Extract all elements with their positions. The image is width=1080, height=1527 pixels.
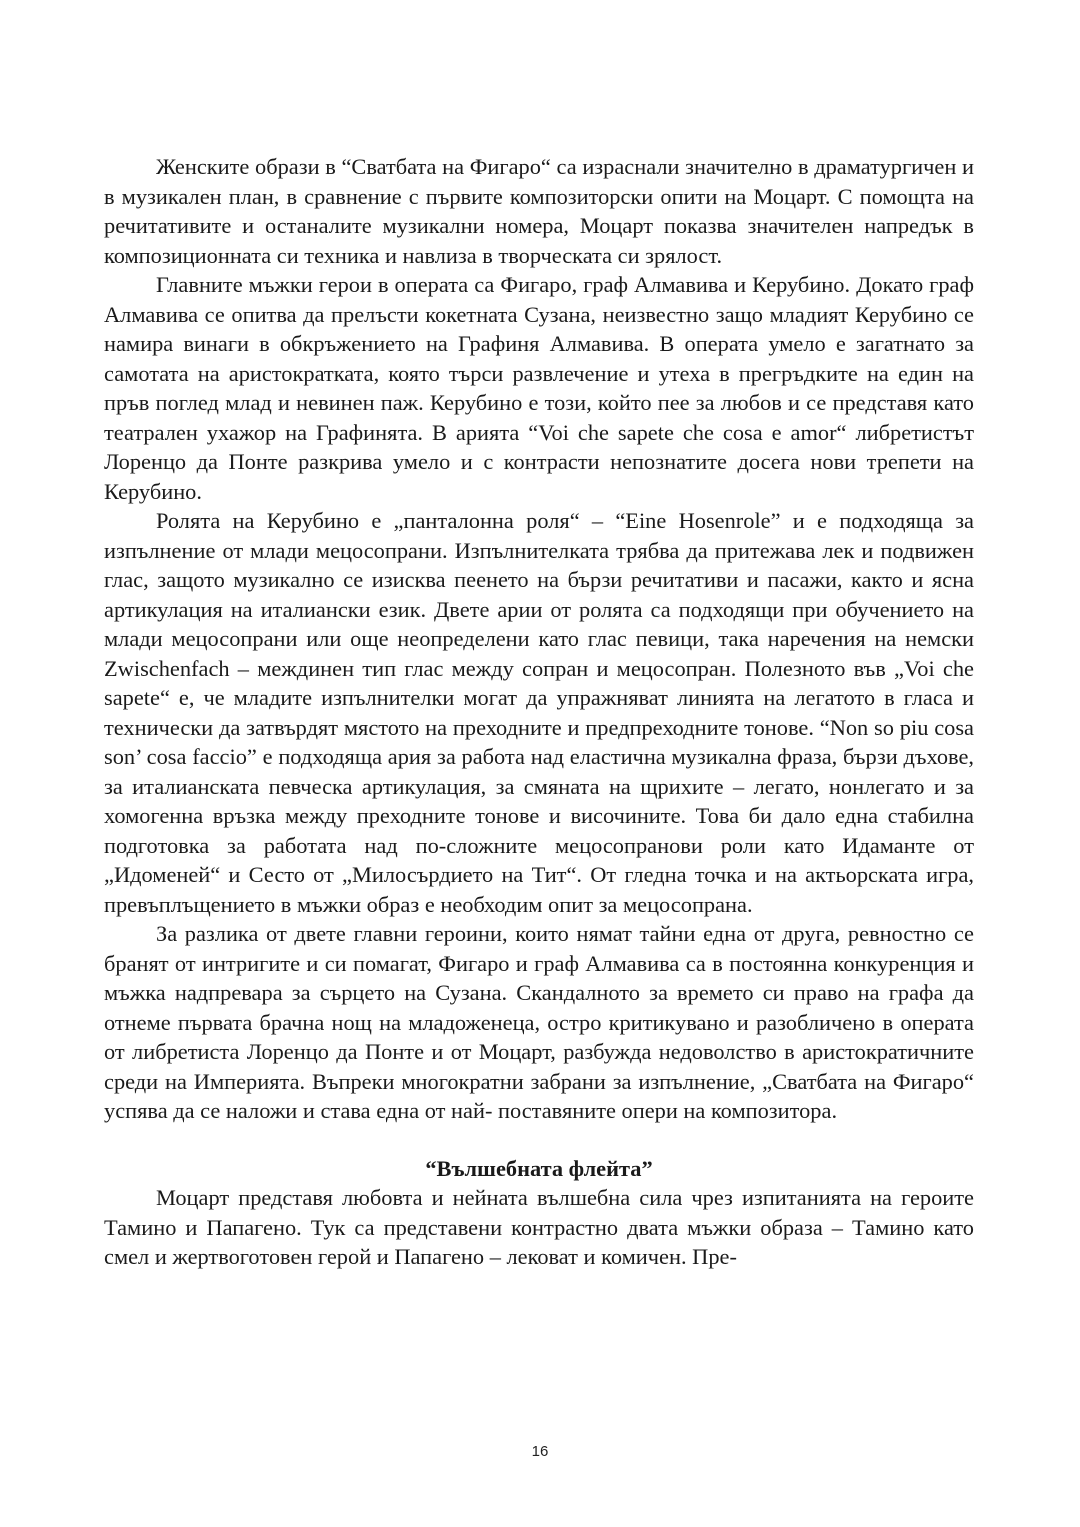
section-heading: “Вълшебната флейта” <box>425 1155 653 1181</box>
paragraph-figaro-almaviva: За разлика от двете главни героини, които нямат тайни една от друга, ревностно се бранят от интригите и си помагат, Фигаро и граф Алмавива са в постоянна конкуренция и мъжка надпревара за сърцето на Сузана. Скандалното за времето си право на графа да отнеме първата брачна нощ на младоженеца, остро критикувано и разобличено в операта от либретиста Лоренцо да Понте и от Моцарт, разбужда недоволство в аристократичните среди на Империята. Въпреки многократни забрани за изпълнение, „Сватбата на Фигаро“ успява да се наложи и става една от най- поставяните опери на композитора. <box>104 921 974 1123</box>
paragraph-male-heroes: Главните мъжки герои в операта са Фигаро, граф Алмавива и Керубино. Докато граф Алмавива се опитва да прелъсти кокетната Сузана, неизвестно защо младият Керубино се намира винаги в обкръжението на Графиня Алмавива. В операта умело е загатнато за самотата на аристократката, която търси развлечение и утеха в прегръдките на един на пръв поглед млад и невинен паж. Керубино е този, който пее за любов и се представя като театрален ухажор на Графинята. В арията “Voi che sapete che cosa e amor“ либретистът Лоренцо да Понте разкрива умело и с контрасти непознатите досега нови трепети на Керубино. <box>104 272 974 504</box>
paragraph-magic-flute: Моцарт представя любовта и нейната вълшебна сила чрез изпитанията на героите Тамино и Папагено. Тук са представени контрастно двата мъжки образа – Тамино като смел и жертвоготовен герой и Папагено – лековат и комичен. Пре- <box>104 1185 974 1269</box>
paragraph-cherubino-role: Ролята на Керубино е „панталонна роля“ – “Eine Hosenrole” и е подходяща за изпълнение от млади мецосопрани. Изпълнителката трябва да притежава лек и подвижен глас, защото музикално се изисква пеенето на бързи речитативи и пасажи, както и ясна артикулация на италиански език. Двете арии от ролята са подходящи при обучението на млади мецосопрани или още неопределени като глас певици, така наречения на немски Zwischenfach – междинен тип глас между сопран и мецосопран. Полезното във „Voi che sapete“ е, че младите изпълнителки могат да упражняват линията на легатото в гласа и технически да затвърдят мястото на преходните и предпреходните тонове. “Non so piu cosa son’ cosa faccio” е подходяща ария за работа над еластична музикална фраза, бързи дъхове, за италианската певческа артикулация, за смяната на щрихите – легато, нонлегато и за хомогенна връзка между преходните тонове и височините. Това би дало една стабилна подготовка за работата над по-сложните мецосопранови роли като Идаманте от „Идоменей“ и Сесто от „Милосърдието на Тит“. От гледна точка и на актьорската игра, превъплъщението в мъжки образ е необходим опит за мецосопрана. <box>104 508 974 917</box>
page-body <box>104 152 974 1272</box>
paragraph-female-images: Женските образи в “Сватбата на Фигаро“ са израснали значително в драматургичен и в музикален план, в сравнение с първите композиторски опити на Моцарт. С помощта на речитативите и останалите музикални номера, Моцарт показва значителен напредък в композиционната си техника и навлиза в творческата си зрялост. <box>104 154 974 268</box>
page-number: 16 <box>531 1443 549 1460</box>
